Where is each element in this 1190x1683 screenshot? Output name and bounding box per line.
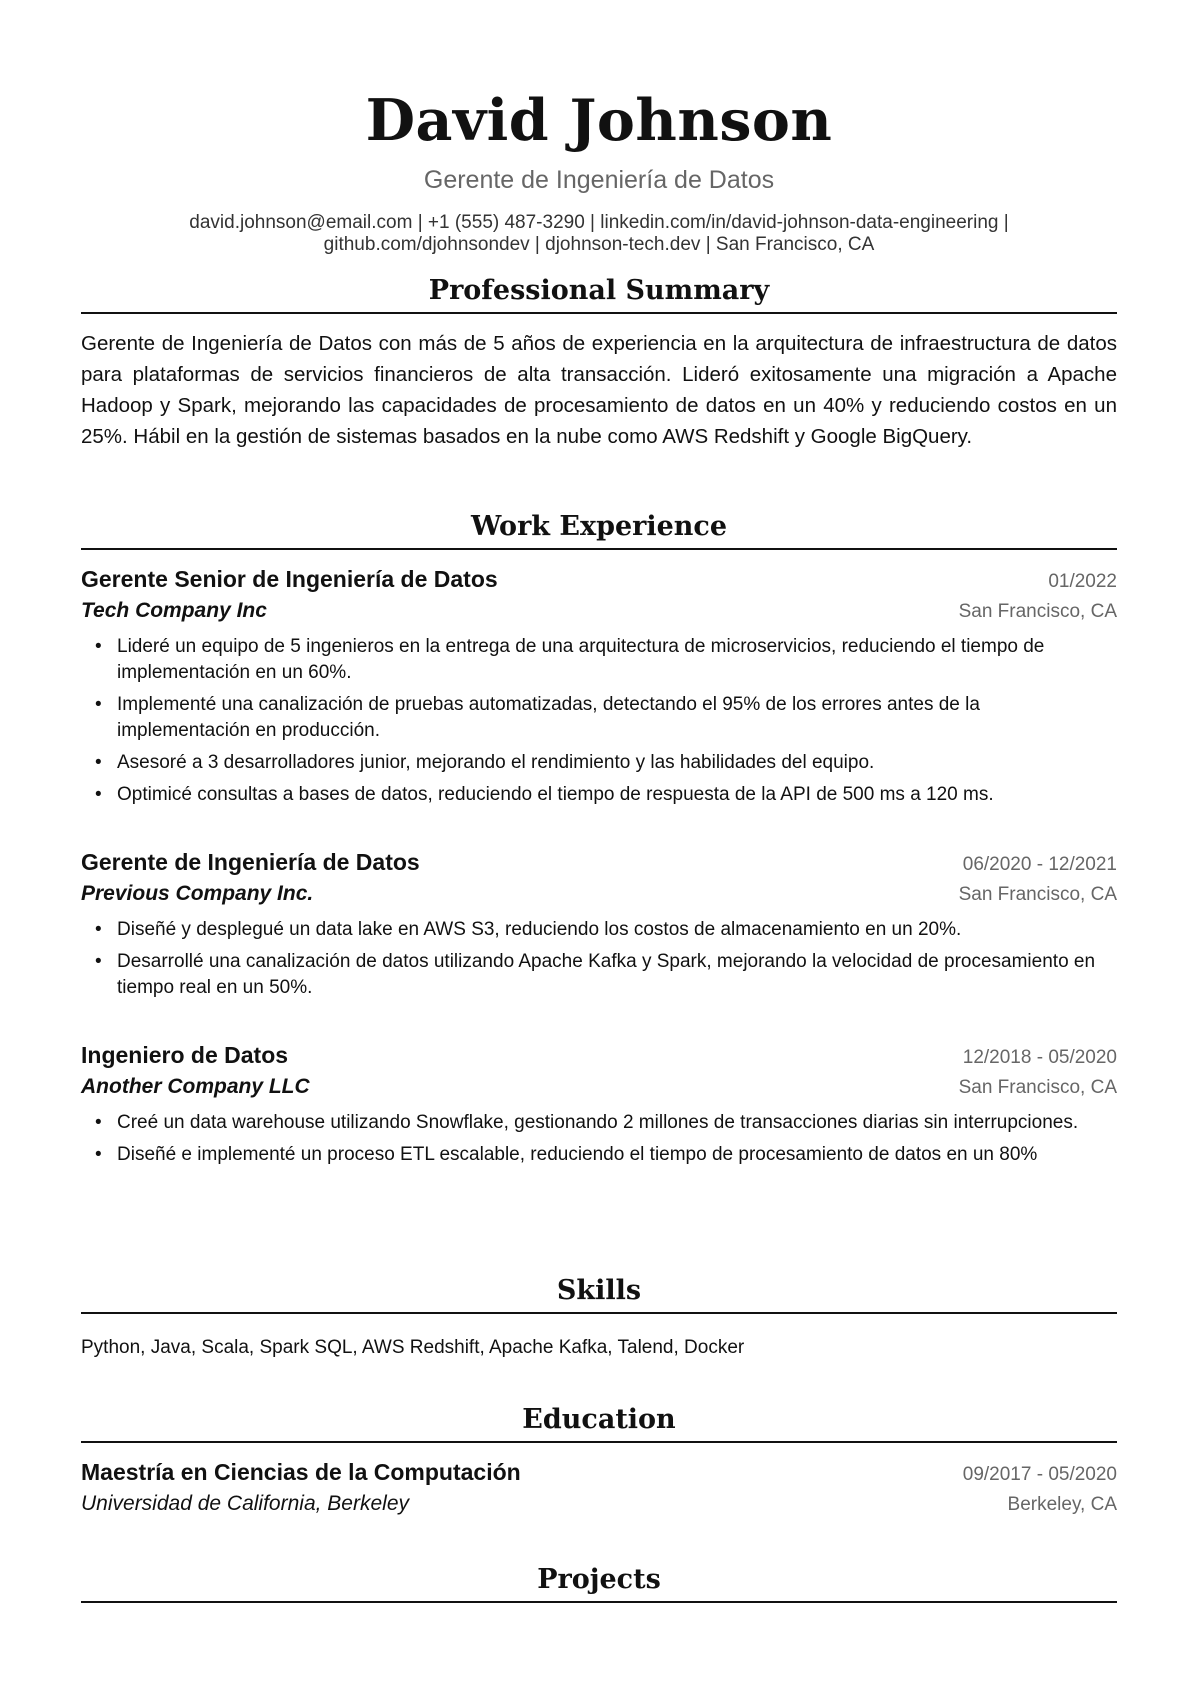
candidate-title: Gerente de Ingeniería de Datos bbox=[423, 166, 775, 194]
bullet-icon: • bbox=[95, 784, 102, 805]
bullet-text: Diseñé e implementé un proceso ETL escalable, reduciendo el tiempo de procesamiento de datos en un 80% bbox=[117, 1144, 1038, 1165]
bullet-icon: • bbox=[95, 919, 102, 940]
job-dates: 01/2022 bbox=[1048, 571, 1117, 592]
summary-text: Gerente de Ingeniería de Datos con más de 5 años de experiencia en la arquitectura de infraestructura de datos para plataformas de servicios financieros de alta transacción. Lideró exitosamente una migración a Apache Hadoop y Spark, mejorando las capacidades de procesamiento de datos en un 40% y reduciendo costos en un 25%. Hábil en la gestión de sistemas basados en la nube como AWS Redshift y Google BigQuery. bbox=[81, 332, 1117, 448]
bullet-icon: • bbox=[95, 752, 102, 773]
bullet-text: Diseñé y desplegué un data lake en AWS S3, reduciendo los costos de almacenamiento en un 20%. bbox=[117, 919, 962, 940]
bullet-icon: • bbox=[95, 636, 102, 657]
job-title: Gerente de Ingeniería de Datos bbox=[81, 849, 420, 875]
education-dates: 09/2017 - 05/2020 bbox=[962, 1464, 1117, 1485]
list-item bbox=[81, 692, 1117, 744]
bullet-icon: • bbox=[95, 951, 102, 972]
contact-line-1: david.johnson@email.com | +1 (555) 487-3290 | linkedin.com/in/david-johnson-data-engineering | bbox=[189, 212, 1009, 233]
bullet-icon: • bbox=[95, 694, 102, 715]
bullet-icon: • bbox=[95, 1112, 102, 1133]
list-item bbox=[81, 1110, 1117, 1136]
bullet-text: Asesoré a 3 desarrolladores junior, mejorando el rendimiento y las habilidades del equipo. bbox=[117, 752, 875, 773]
job-company: Another Company LLC bbox=[81, 1075, 310, 1098]
job-entry bbox=[81, 1040, 1117, 1174]
list-item bbox=[81, 949, 1117, 1001]
job-dates: 06/2020 - 12/2021 bbox=[962, 854, 1117, 875]
job-title: Gerente Senior de Ingeniería de Datos bbox=[81, 566, 498, 592]
job-entry bbox=[81, 564, 1117, 814]
job-location: San Francisco, CA bbox=[958, 884, 1117, 905]
education-entry bbox=[81, 1457, 1117, 1519]
skills-list: Python, Java, Scala, Spark SQL, AWS Redshift, Apache Kafka, Talend, Docker bbox=[81, 1337, 745, 1358]
list-item bbox=[81, 782, 1117, 808]
degree-title: Maestría en Ciencias de la Computación bbox=[81, 1459, 521, 1485]
bullet-text: Desarrollé una canalización de datos utilizando Apache Kafka y Spark, mejorando la velocidad de procesamiento en tiempo real en un 50%. bbox=[117, 951, 1096, 998]
education-location: Berkeley, CA bbox=[1007, 1494, 1117, 1515]
bullet-icon: • bbox=[95, 1144, 102, 1165]
list-item bbox=[81, 1142, 1117, 1168]
job-entry bbox=[81, 847, 1117, 1007]
contact-line-2: github.com/djohnsondev | djohnson-tech.dev | San Francisco, CA bbox=[323, 234, 875, 255]
list-item bbox=[81, 750, 1117, 776]
job-company: Previous Company Inc. bbox=[81, 882, 314, 905]
summary-heading: Professional Summary bbox=[81, 274, 1117, 314]
list-item bbox=[81, 634, 1117, 686]
job-location: San Francisco, CA bbox=[958, 601, 1117, 622]
experience-heading: Work Experience bbox=[81, 510, 1117, 550]
job-location: San Francisco, CA bbox=[958, 1077, 1117, 1098]
job-dates: 12/2018 - 05/2020 bbox=[962, 1047, 1117, 1068]
bullet-text: Optimicé consultas a bases de datos, reduciendo el tiempo de respuesta de la API de 500 ms a 120 ms. bbox=[117, 784, 994, 805]
education-heading: Education bbox=[81, 1403, 1117, 1443]
candidate-name: David Johnson bbox=[365, 87, 833, 154]
job-company: Tech Company Inc bbox=[81, 599, 267, 622]
job-bullets bbox=[81, 1110, 1117, 1168]
job-bullets bbox=[81, 917, 1117, 1001]
job-title: Ingeniero de Datos bbox=[81, 1042, 289, 1068]
bullet-text: Creé un data warehouse utilizando Snowflake, gestionando 2 millones de transacciones diarias sin interrupciones. bbox=[117, 1112, 1079, 1133]
bullet-text: Lideré un equipo de 5 ingenieros en la entrega de una arquitectura de microservicios, reduciendo el tiempo de implementación en un 60%. bbox=[117, 636, 1045, 683]
contact-info bbox=[141, 212, 1057, 256]
job-bullets bbox=[81, 634, 1117, 808]
school-name: Universidad de California, Berkeley bbox=[81, 1492, 409, 1515]
list-item bbox=[81, 917, 1117, 943]
bullet-text: Implementé una canalización de pruebas automatizadas, detectando el 95% de los errores antes de la implementación en producción. bbox=[117, 694, 980, 741]
skills-heading: Skills bbox=[81, 1274, 1117, 1314]
projects-heading: Projects bbox=[81, 1563, 1117, 1603]
